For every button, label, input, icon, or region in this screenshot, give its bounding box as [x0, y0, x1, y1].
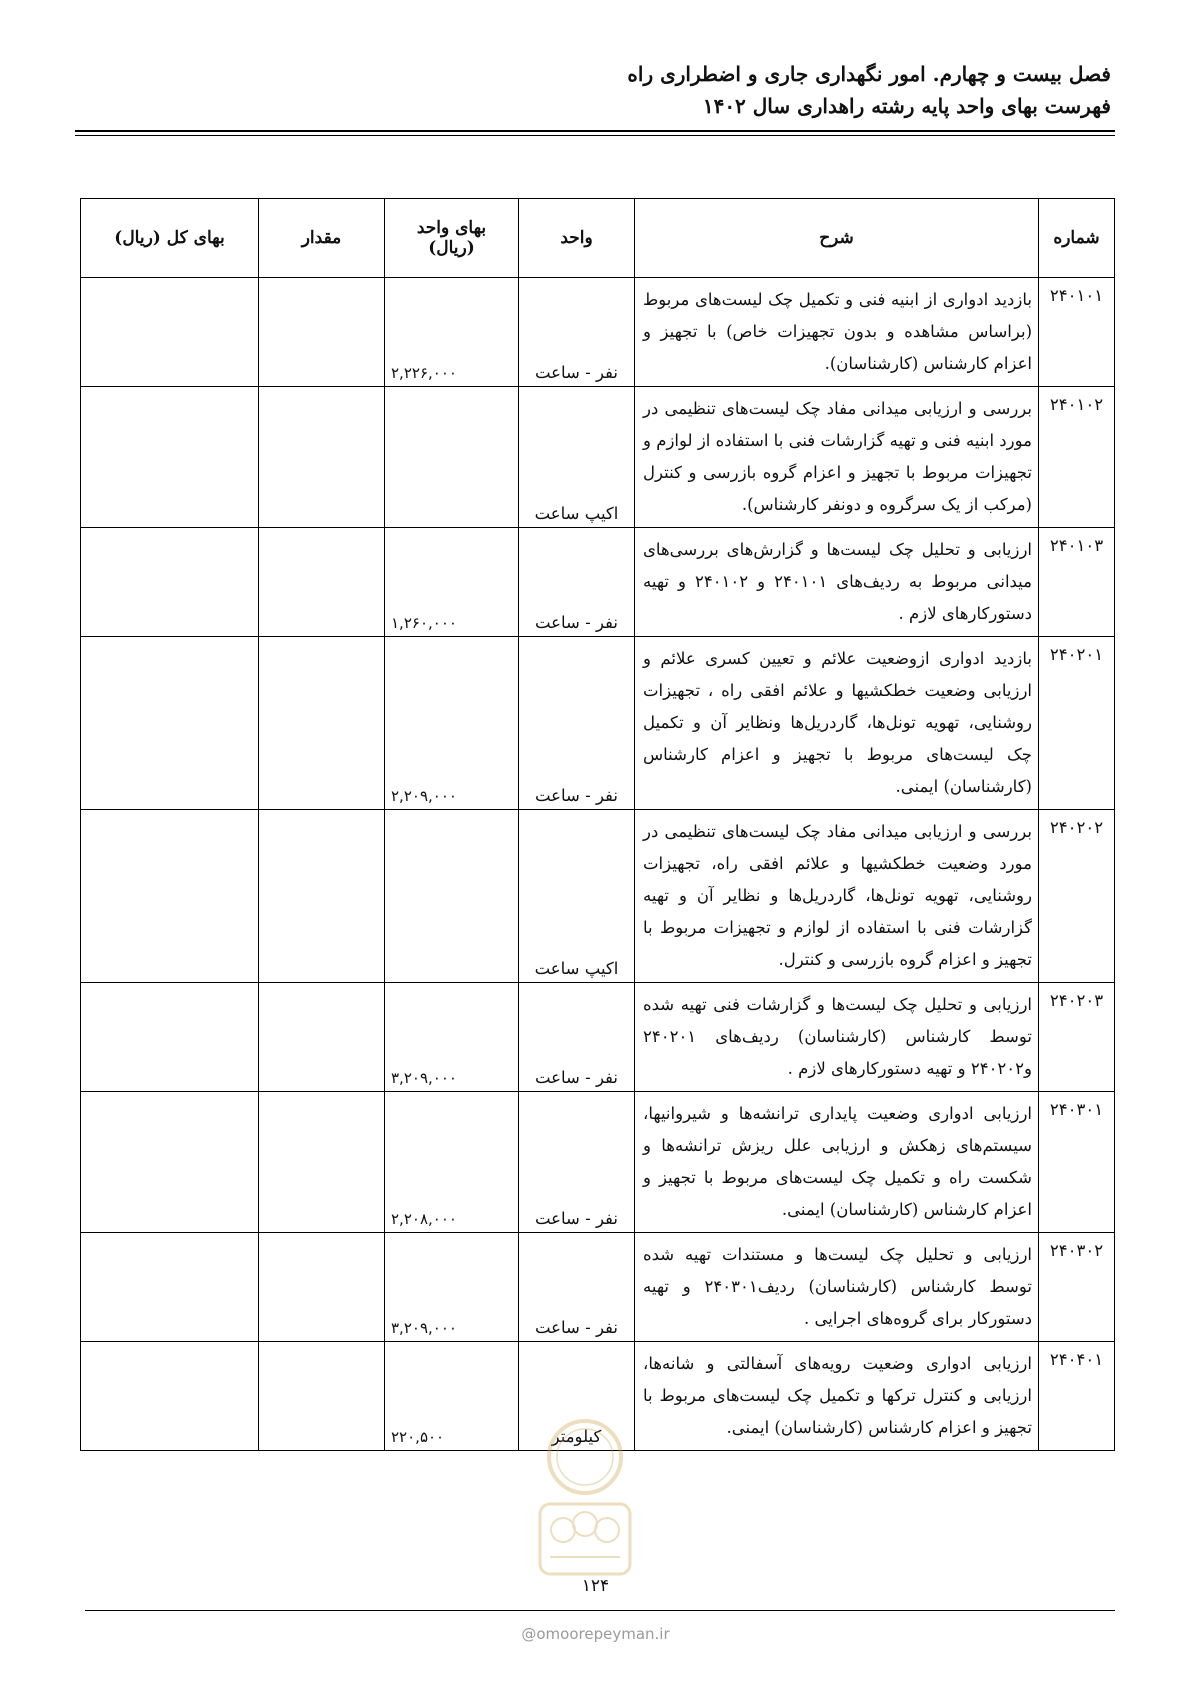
table-row — [81, 1233, 1115, 1342]
row-description: بازدید ادواری از ابنیه فنی و تکمیل چک لیست‌های مربوط (براساس مشاهده و بدون تجهیزات خاص) با تجهیز و اعزام کارشناس (کارشناسان). — [635, 278, 1039, 387]
row-unit-price: ۳,۲۰۹,۰۰۰ — [385, 1233, 519, 1342]
row-quantity — [259, 1342, 385, 1451]
header-quantity: مقدار — [259, 199, 385, 278]
row-unit-price: ۲,۲۰۹,۰۰۰ — [385, 637, 519, 810]
row-total-price — [81, 637, 259, 810]
table-row — [81, 528, 1115, 637]
header-code: شماره — [1039, 199, 1115, 278]
header-description: شرح — [635, 199, 1039, 278]
row-description: ارزیابی ادواری وضعیت پایداری ترانشه‌ها و شیروانیها، سیستم‌های زهکش و ارزیابی علل ریزش ترانشه‌ها و شکست راه و تکمیل چک لیست‌های مربوط با تجهیز و اعزام کارشناس (کارشناسان) ایمنی. — [635, 1092, 1039, 1233]
list-title: فهرست بهای واحد پایه رشته راهداری سال ۱۴۰۲ — [702, 94, 1111, 118]
row-quantity — [259, 983, 385, 1092]
row-quantity — [259, 637, 385, 810]
row-code: ۲۴۰۱۰۳ — [1039, 528, 1115, 637]
row-unit: اکیپ ساعت — [519, 810, 635, 983]
site-watermark: @omoorepeyman.ir — [521, 1625, 670, 1643]
page-number: ۱۲۴ — [581, 1576, 610, 1596]
header-unit-price-label: بهای واحد — [416, 218, 487, 238]
row-unit: اکیپ ساعت — [519, 387, 635, 528]
header-rule-thin — [75, 135, 1115, 136]
row-total-price — [81, 278, 259, 387]
row-unit: نفر - ساعت — [519, 983, 635, 1092]
row-unit-price: ۲,۲۲۶,۰۰۰ — [385, 278, 519, 387]
seal-watermark-icon — [505, 1412, 665, 1592]
row-total-price — [81, 983, 259, 1092]
table-row — [81, 278, 1115, 387]
row-unit: کیلومتر — [519, 1342, 635, 1451]
row-unit: نفر - ساعت — [519, 1092, 635, 1233]
row-unit-price: ۳,۲۰۹,۰۰۰ — [385, 983, 519, 1092]
row-code: ۲۴۰۱۰۱ — [1039, 278, 1115, 387]
row-total-price — [81, 810, 259, 983]
row-unit-price: ۲۲۰,۵۰۰ — [385, 1342, 519, 1451]
row-code: ۲۴۰۳۰۲ — [1039, 1233, 1115, 1342]
chapter-title: فصل بیست و چهارم. امور نگهداری جاری و اضطراری راه — [627, 62, 1111, 86]
row-total-price — [81, 528, 259, 637]
row-description: بررسی و ارزیابی میدانی مفاد چک لیست‌های تنظیمی در مورد ابنیه فنی و تهیه گزارشات فنی با استفاده از لوازم و تجهیزات مربوط با تجهیز و اعزام گروه بازرسی و کنترل (مرکب از یک سرگروه و دونفر کارشناس). — [635, 387, 1039, 528]
header-unit-price-currency: (ریال) — [428, 238, 475, 258]
row-code: ۲۴۰۳۰۱ — [1039, 1092, 1115, 1233]
row-description: ارزیابی و تحلیل چک لیست‌ها و مستندات تهیه شده توسط کارشناس (کارشناسان) ردیف۲۴۰۳۰۱ و تهیه دستورکار برای گروه‌های اجرایی . — [635, 1233, 1039, 1342]
row-unit-price — [385, 810, 519, 983]
header-rule-thick — [75, 130, 1115, 132]
row-unit-price: ۲,۲۰۸,۰۰۰ — [385, 1092, 519, 1233]
row-quantity — [259, 1092, 385, 1233]
row-unit-price — [385, 387, 519, 528]
row-total-price — [81, 1092, 259, 1233]
row-description: بازدید ادواری ازوضعیت علائم و تعیین کسری علائم و ارزیابی وضعیت خطکشیها و علائم افقی راه ، تجهیزات روشنایی، تهویه تونل‌ها، گاردریل‌ها ونظایر آن و تکمیل چک لیست‌های مربوط با تجهیز و اعزام کارشناس (کارشناسان) ایمنی. — [635, 637, 1039, 810]
row-total-price — [81, 1342, 259, 1451]
row-total-price — [81, 1233, 259, 1342]
row-quantity — [259, 1233, 385, 1342]
row-total-price — [81, 387, 259, 528]
header-total-price: بهای کل (ریال) — [81, 199, 259, 278]
table-row — [81, 387, 1115, 528]
row-quantity — [259, 528, 385, 637]
row-description: بررسی و ارزیابی میدانی مفاد چک لیست‌های تنظیمی در مورد وضعیت خطکشیها و علائم افقی راه، تجهیزات روشنایی، تهویه تونل‌ها، گاردریل‌ها و نظایر آن و تهیه گزارشات فنی با استفاده از لوازم و تجهیزات مربوط با تجهیز و اعزام گروه بازرسی و کنترل. — [635, 810, 1039, 983]
table-row — [81, 1092, 1115, 1233]
row-quantity — [259, 278, 385, 387]
footer-rule — [85, 1610, 1115, 1611]
row-code: ۲۴۰۲۰۱ — [1039, 637, 1115, 810]
row-unit: نفر - ساعت — [519, 1233, 635, 1342]
row-code: ۲۴۰۴۰۱ — [1039, 1342, 1115, 1451]
page-header — [81, 58, 1111, 122]
row-unit: نفر - ساعت — [519, 637, 635, 810]
row-code: ۲۴۰۱۰۲ — [1039, 387, 1115, 528]
row-unit: نفر - ساعت — [519, 528, 635, 637]
row-description: ارزیابی و تحلیل چک لیست‌ها و گزارش‌های بررسی‌های میدانی مربوط به ردیف‌های ۲۴۰۱۰۱ و ۲۴۰۱۰۲ و تهیه دستورکارهای لازم . — [635, 528, 1039, 637]
row-unit-price: ۱,۲۶۰,۰۰۰ — [385, 528, 519, 637]
row-unit: نفر - ساعت — [519, 278, 635, 387]
row-description: ارزیابی ادواری وضعیت رویه‌های آسفالتی و شانه‌ها، ارزیابی و کنترل ترکها و تکمیل چک لیست‌های مربوط با تجهیز و اعزام کارشناس (کارشناسان) ایمنی. — [635, 1342, 1039, 1451]
row-description: ارزیابی و تحلیل چک لیست‌ها و گزارشات فنی تهیه شده توسط کارشناس (کارشناسان) ردیف‌های ۲۴۰۲۰۱ و۲۴۰۲۰۲ و تهیه دستورکارهای لازم . — [635, 983, 1039, 1092]
row-quantity — [259, 810, 385, 983]
row-code: ۲۴۰۲۰۲ — [1039, 810, 1115, 983]
table-header-row — [81, 199, 1115, 278]
table-row — [81, 983, 1115, 1092]
header-unit: واحد — [519, 199, 635, 278]
table-row — [81, 810, 1115, 983]
price-table — [80, 198, 1115, 1451]
row-quantity — [259, 387, 385, 528]
row-code: ۲۴۰۲۰۳ — [1039, 983, 1115, 1092]
header-unit-price — [385, 199, 519, 278]
table-row — [81, 637, 1115, 810]
